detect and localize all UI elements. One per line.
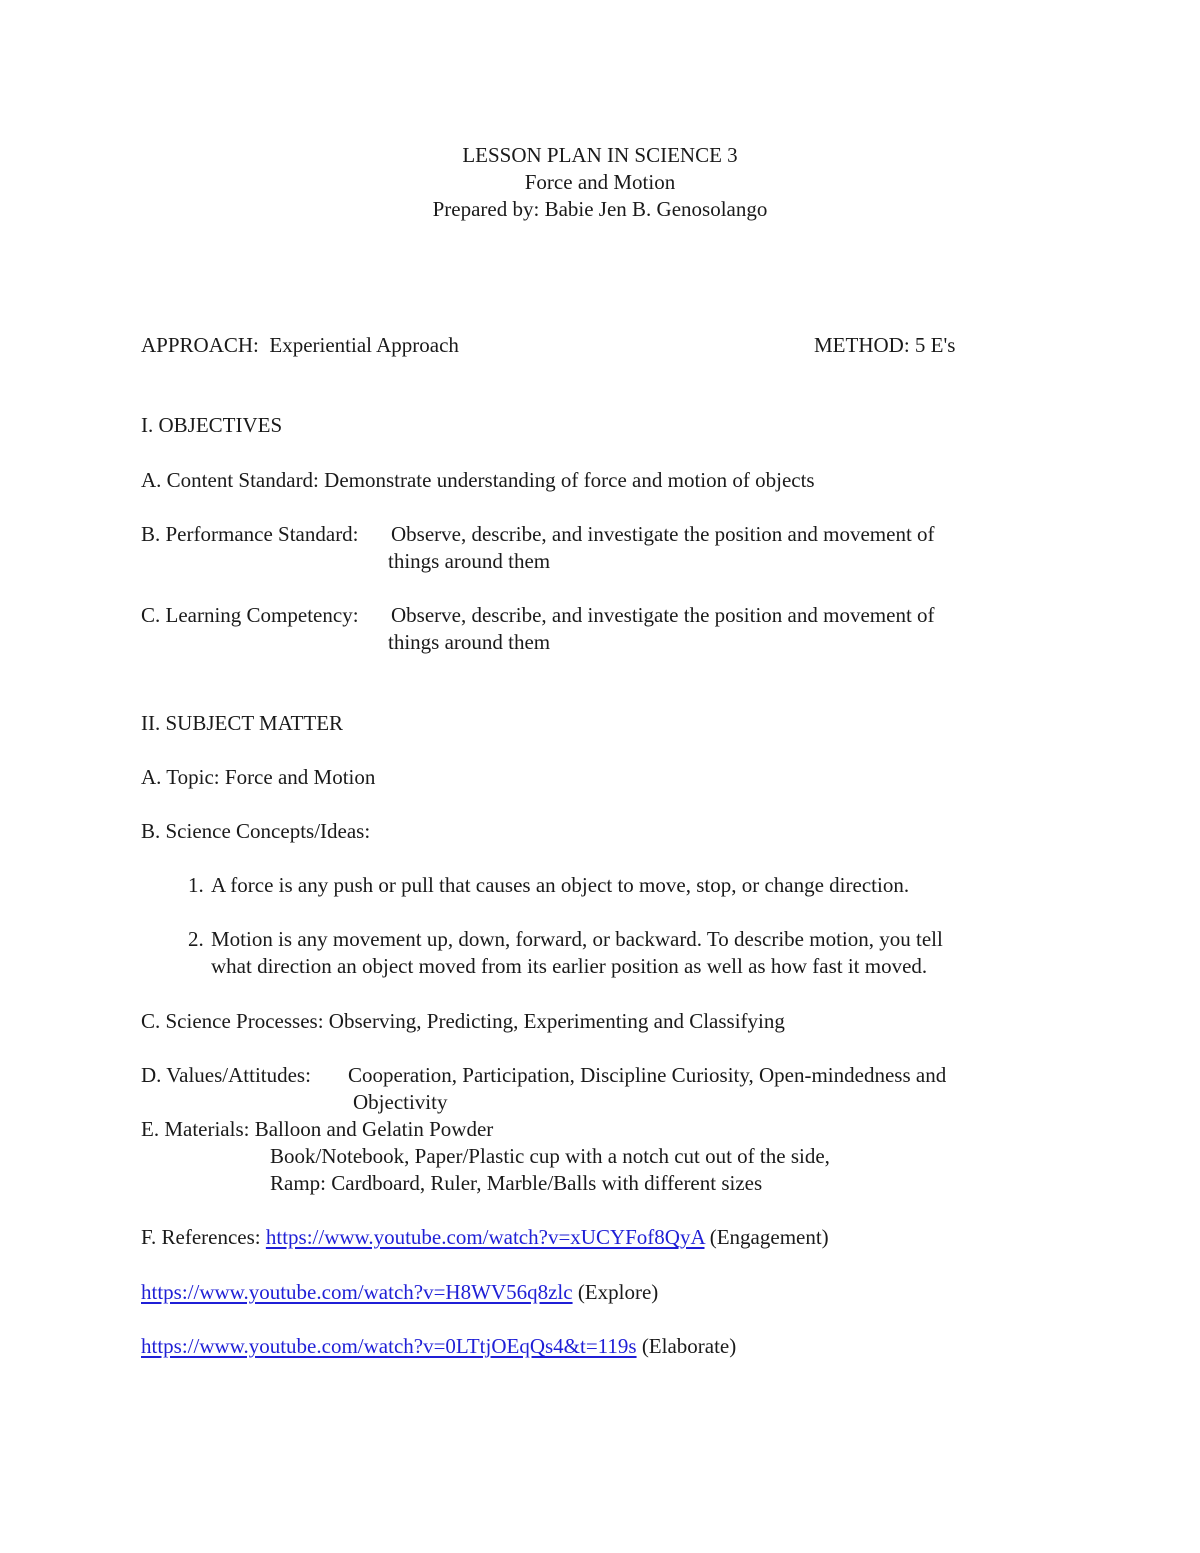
performance-standard-line2: things around them [388,549,551,573]
learning-competency-line2: things around them [388,630,551,654]
materials-item: Book/Notebook, Paper/Plastic cup with a notch cut out of the side, [270,1144,830,1168]
concept-number: 2. [188,927,204,951]
topic: A. Topic: Force and Motion [141,765,376,789]
reference-line [141,1224,829,1251]
concept-line: Motion is any movement up, down, forward, or backward. To describe motion, you tell [211,927,943,951]
performance-standard-label: B. Performance Standard: [141,522,359,546]
concept-line: A force is any push or pull that causes an object to move, stop, or change direction. [211,873,910,897]
values-line2: Objectivity [353,1090,448,1114]
learning-competency-line1: Observe, describe, and investigate the position and movement of [391,603,935,627]
reference-note: (Elaborate) [641,1334,737,1358]
reference-link[interactable]: https://www.youtube.com/watch?v=xUCYFof8QyA [265,1225,705,1249]
science-processes: C. Science Processes: Observing, Predicting, Experimenting and Classifying [141,1009,785,1033]
approach-label: APPROACH: [141,333,259,357]
values-line1: Cooperation, Participation, Discipline Curiosity, Open-mindedness and [348,1063,947,1087]
learning-competency-label: C. Learning Competency: [141,603,359,627]
document-subtitle: Force and Motion [524,170,676,194]
concept-line: what direction an object moved from its earlier position as well as how fast it moved. [211,954,928,978]
concepts-label: B. Science Concepts/Ideas: [141,819,371,843]
reference-note: (Explore) [577,1280,659,1304]
subject-matter-heading: II. SUBJECT MATTER [141,711,344,735]
reference-line [141,1333,736,1360]
materials-line [141,1116,493,1143]
reference-link[interactable]: https://www.youtube.com/watch?v=H8WV56q8zlc [141,1280,573,1304]
content-standard-text: Demonstrate understanding of force and motion of objects [324,468,815,492]
references-label: F. References: [141,1225,261,1249]
prepared-by: Prepared by: Babie Jen B. Genosolango [432,197,768,221]
approach-value: Experiential Approach [269,333,459,357]
objectives-heading: I. OBJECTIVES [141,413,283,437]
materials-item: Balloon and Gelatin Powder [254,1117,494,1141]
materials-label: E. Materials: [141,1117,250,1141]
method-value: METHOD: 5 E's [814,333,956,357]
content-standard [141,467,815,494]
performance-standard-line1: Observe, describe, and investigate the position and movement of [391,522,935,546]
content-standard-label: A. Content Standard: [141,468,319,492]
materials-item: Ramp: Cardboard, Ruler, Marble/Balls with different sizes [270,1171,763,1195]
reference-link[interactable]: https://www.youtube.com/watch?v=0LTtjOEqQs4&t=119s [141,1334,637,1358]
reference-note: (Engagement) [709,1225,829,1249]
values-label: D. Values/Attitudes: [141,1063,311,1087]
document-title: LESSON PLAN IN SCIENCE 3 [462,143,738,167]
concept-number: 1. [188,873,204,897]
reference-line [141,1279,658,1306]
approach-line [141,332,459,359]
